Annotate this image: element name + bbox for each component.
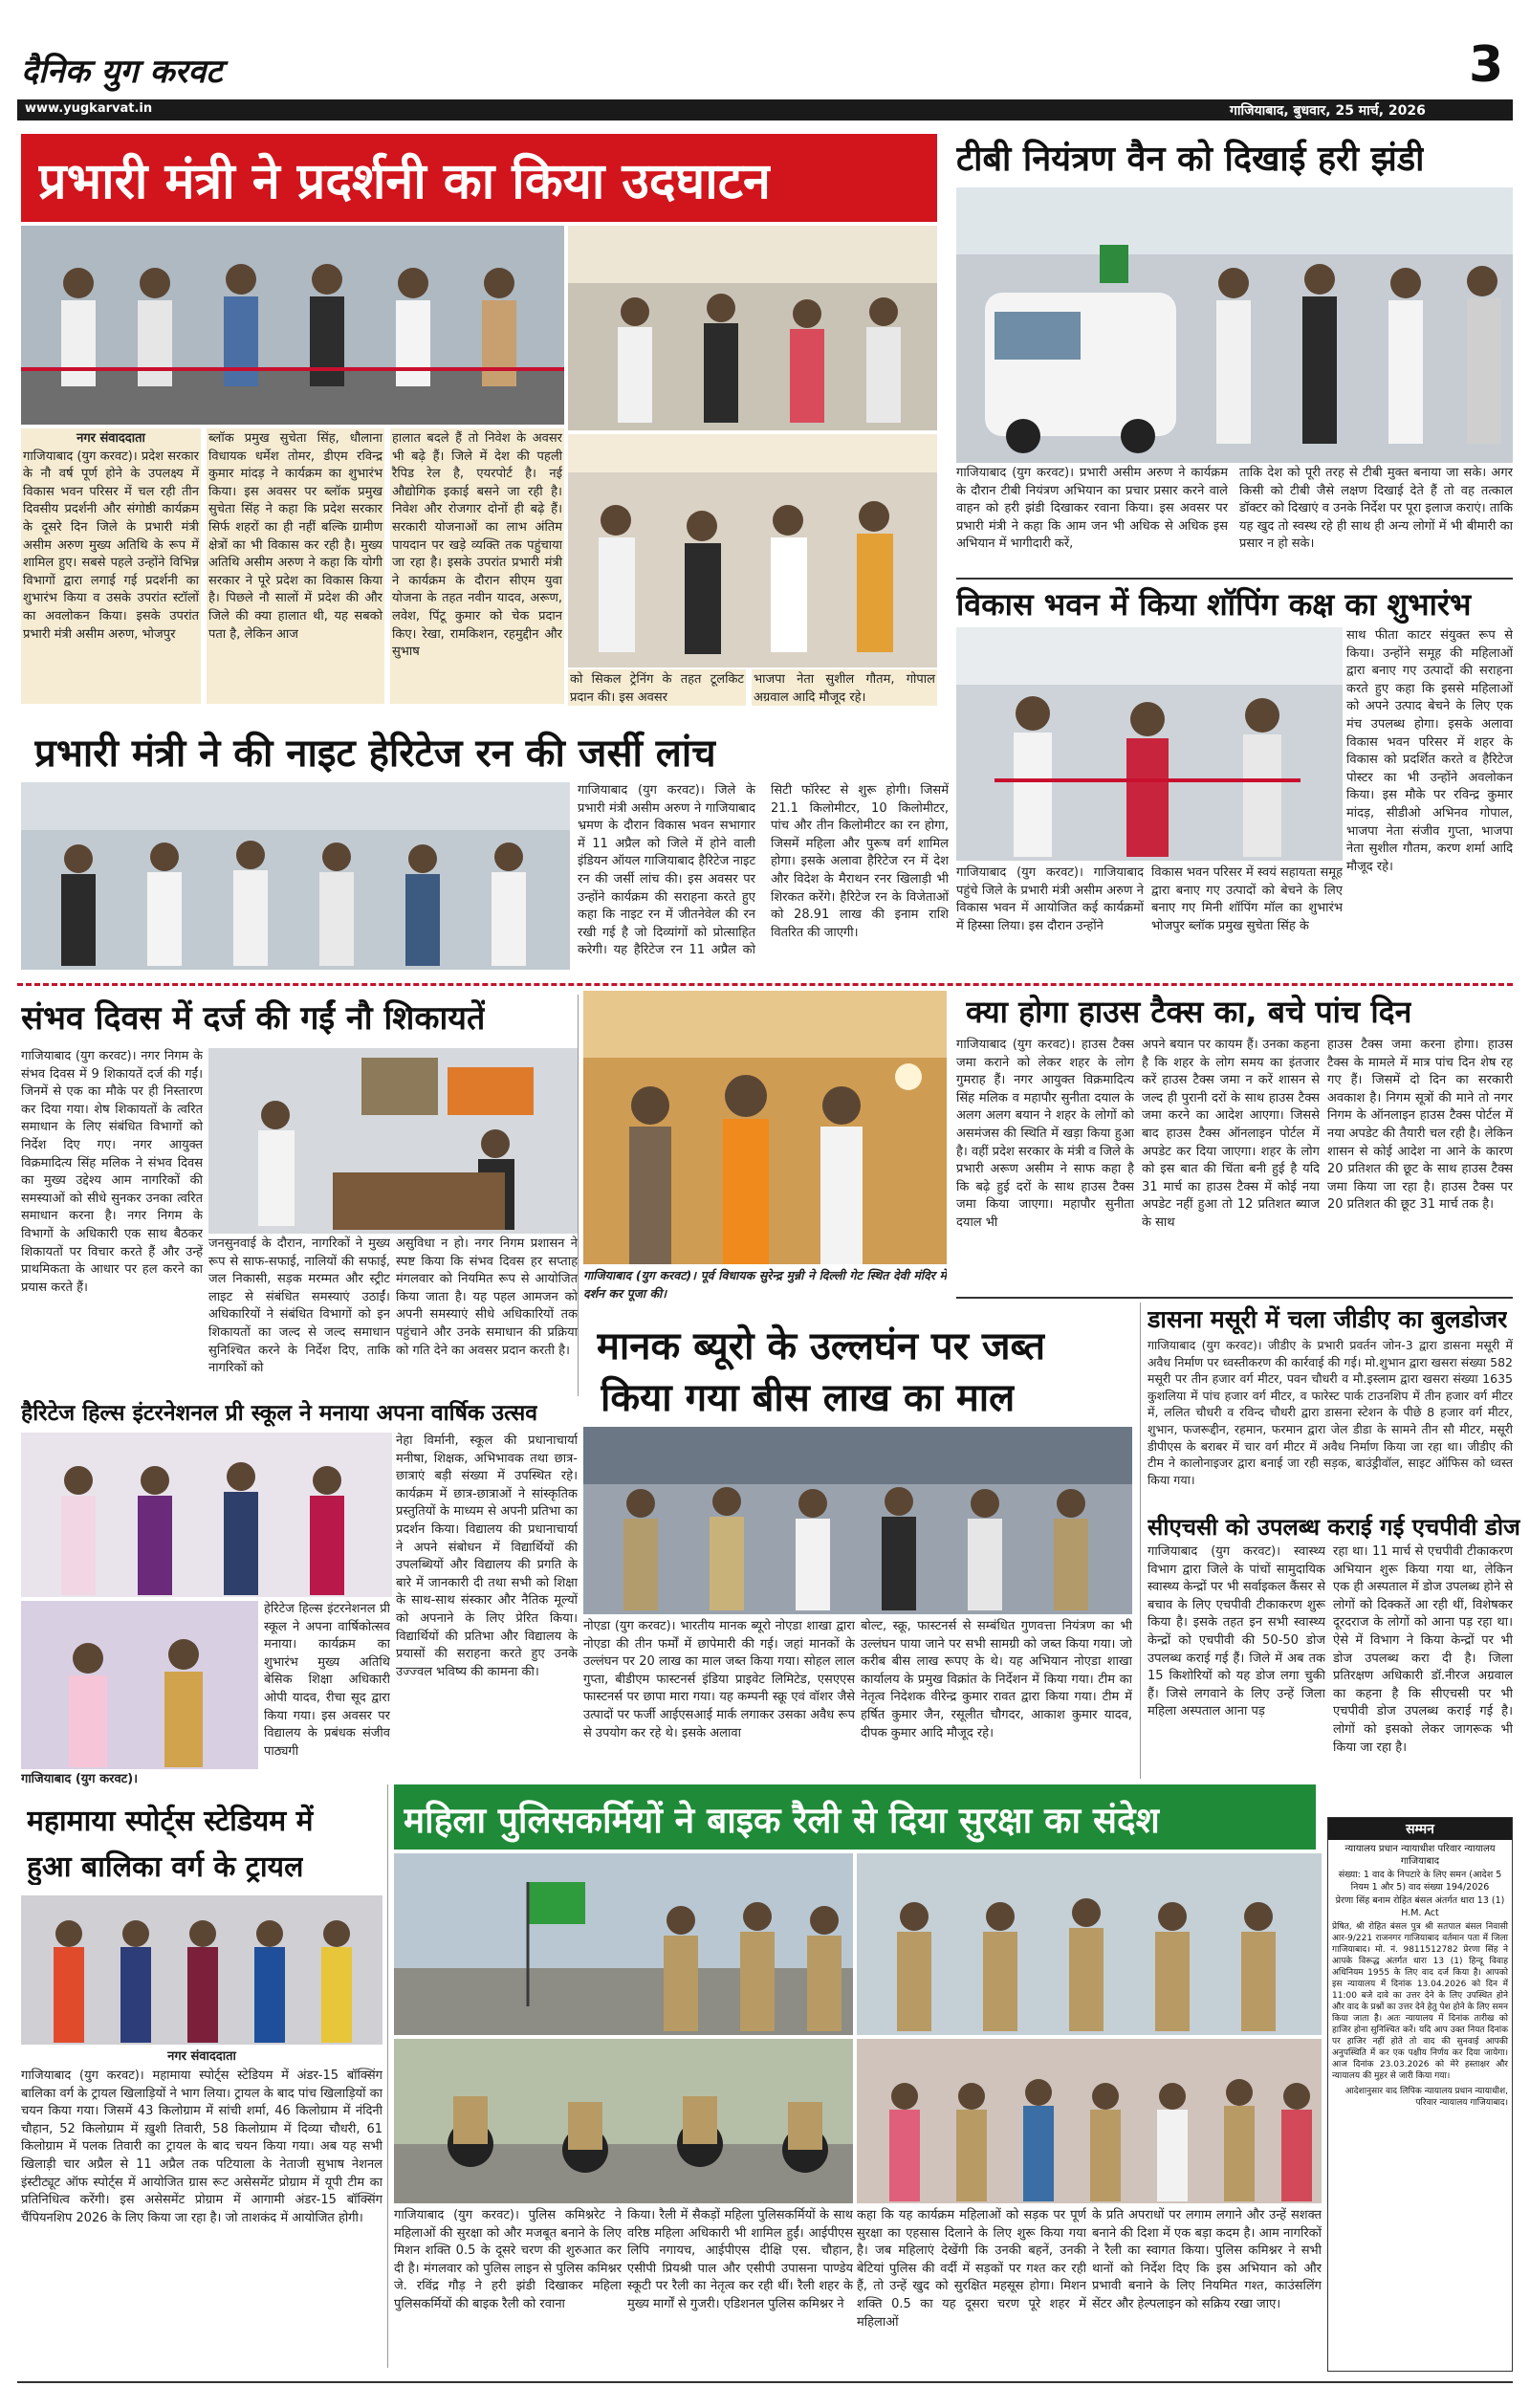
summons-case: संख्या: 1 वाद के निपटारे के लिए समन (आदेश 5 नियम 1 और 5) वाद संख्या 194/2026 (1338, 1870, 1502, 1893)
heritage-school-col: नेहा विर्मानी, स्कूल की प्रधानाचार्या मनीषा, शिक्षक, अभिभावक तथा छात्र-छात्राएं बड़ी संख्या में उपस्थित रहे। कार्यक्रम में छात्र-छात्राओं ने सांस्कृतिक प्रस्तुतियों के माध्यम से अपनी प्रतिभा का प्रदर्शन किया। विद्यालय की प्रधानाचार्या ने अपने संबोधन में विद्यार्थियों की उपलब्धियों और विद्यालय की प्रगति के बारे में जानकारी दी तथा सभी को शिक्षा के साथ-साथ संस्कार और नैतिक मूल्यों को अपनाने के लिए प्रेरित किया। विद्यार्थियों की प्रतिभा और विद्यालय के प्रयासों की सराहना करते हुए उनके उज्ज्वल भविष्य की कामना की। (396, 1434, 578, 1679)
bike-rally-col-3: कहा कि यह कार्यक्रम महिलाओं को सड़क पर पूर्ण सुरक्षा का एहसास दिलाने के लिए शुरू किया गया है। जब महिलाएं देखेंगी कि उनकी बहनें, उनकी बेटियां पुलिस की वर्दी में सड़कों पर गश्त कर रही हैं, तो उन्हें खुद को सुरक्षित महसूस होगा। मिशन शक्ति 0.5 का यह दूसरा चरण पूरे शहर में महिलाओं (857, 2208, 1086, 2330)
heritage-school-headline: हैरिटेज हिल्स इंटरनेशनल प्री स्कूल ने मनाया अपना वार्षिक उत्सव (21, 1401, 538, 1426)
bike-rally-col-1: गाजियाबाद (युग करवट)। पुलिस कमिश्नरेट ने महिलाओं की सुरक्षा को और मजबूत बनाने के लिए मिशन शक्ति 0.5 के दूसरे चरण की शुरुआत कर दी है। मंगलवार को पुलिस लाइन से पुलिस कमिश्नर जे. रविंद्र गौड़ ने हरी झंडी दिखाकर महिला पुलिसकर्मियों की बाइक रैली को रवाना (394, 2208, 622, 2311)
manak-col-2: बोल्ट, स्क्रू, फास्टनर्स से सम्बंधित गुणवत्ता नियंत्रण का भी उल्लंघन पाया जाने पर सभी सामग्री को जब्त किया गया। जो करीब बीस लाख रूपए के थे। यह अभियान नोएडा शाखा कार्यालय के प्रमुख विक्रांत के निर्देशन में किया गया। टीम का नेतृत्व निदेशक वीरेन्द्र कुमार रावत द्वारा किया गया। टीम में हर्षित कुमार जैन, रसूलीत चौगदर, आकाश कुमार यादव, दीपक कुमार आदि मौजूद रहे। (861, 1619, 1132, 1740)
masthead (0, 0, 1530, 122)
bike-rally-col-4: के प्रति अपराधों पर लगाम लगाने और उन्हें सशक्त बनाने की दिशा में एक बड़ा कदम है। आम नागरिकों ने रैली का स्वागत किया। पुलिस कमिश्नर ने सभी थानों को निर्देश दिए कि इस अभियान को और प्रभावी बनाने के लिए नियमित गश्त, काउंसलिंग सेंटर और हेल्पलाइन को सक्रिय रखा जाए। (1092, 2208, 1322, 2311)
sambhav-col-3: असुविधा न हो। नगर निगम प्रशासन ने स्पष्ट किया कि संभव दिवस हर सप्ताह मंगलवार को नियमित रूप से आयोजित किया जाता है। यह पहल आमजन को अपनी समस्याएं सीधे अधिकारियों तक पहुंचाने और उनके समाधान की प्रक्रिया को गति देने का अवसर प्रदान करती है। (396, 1237, 578, 1358)
bike-rally-photo-3 (394, 2039, 853, 2203)
page-number: 3 (1469, 36, 1504, 94)
exhibition-col-1 (21, 428, 201, 704)
mahamaya-headline-1: महामाया स्पोर्ट्स स्टेडियम में (27, 1805, 314, 1838)
manak-photo (583, 1427, 1132, 1614)
summons-header: न्यायालय प्रधान न्यायाधीश परिवार न्यायालय गाजियाबाद (1344, 1844, 1496, 1867)
bike-rally-photo-2 (857, 1853, 1322, 2035)
shopping-col-2: विकास भवन परिसर में स्वयं सहायता समूह द्वारा बनाए गए उत्पादों को बेचने के लिए बनाए गए मिनी शॉपिंग मॉल का शुभारंभ भोजपुर ब्लॉक प्रमुख सुचेता सिंह के (1151, 865, 1343, 933)
heritage-school-photo-2 (21, 1601, 258, 1769)
section-divider (17, 983, 1513, 986)
sambhav-photo (208, 1048, 578, 1234)
heritage-school-photo-1 (21, 1433, 392, 1597)
exhibition-photo-2 (568, 226, 937, 430)
shopping-col-1: गाजियाबाद (युग करवट)। गाजियाबाद पहुंचे जिले के प्रभारी मंत्री असीम अरुण ने विकास भवन में आयोजित कई कार्यक्रमों में हिस्सा लिया। इस दौरान उन्होंने (956, 865, 1144, 933)
mahamaya-headline-2: हुआ बालिका वर्ग के ट्रायल (27, 1850, 304, 1884)
bottom-rule (17, 2381, 1513, 2383)
website[interactable]: www.yugkarvat.in (25, 101, 153, 116)
exhibition-byline: नगर संवाददाता (76, 431, 145, 446)
column-rule (1140, 1303, 1141, 1779)
bike-rally-col-2: किया। रैली में सैकड़ों महिला पुलिसकर्मियों के साथ वरिष्ठ महिला अधिकारी भी शामिल हुईं। आईपीएस लिपि नगायच, आईपीएस दीक्षि एस. चौहान, एसीपी प्रियश्री पाल और एसीपी उपासना पाण्डेय स्कूटी पर रैली का नेतृत्व कर रही थीं। रैली शहर के मुख्य मार्गों से गुजरी। एडिशनल पुलिस कमिश्नर ने (627, 2208, 853, 2311)
summons-box (1327, 1817, 1513, 2372)
exhibition-col-5: भाजपा नेता सुशील गौतम, गोपाल अग्रवाल आदि मौजूद रहे। (752, 669, 937, 706)
exhibition-headline: प्रभारी मंत्री ने प्रदर्शनी का किया उदघाटन (38, 153, 771, 210)
chc-col-2: रहा था। 11 मार्च से एचपीवी टीकाकरण अभियान शुरू किया गया था, लेकिन एक ही अस्पताल में डोज उपलब्ध होने से लोगों को दिक्कतें आ रही थीं, विशेषकर दूरदराज के लोगों को आना पड़ रहा था। ऐसे में विभाग ने किया केन्द्रों पर भी डोज उपलब्ध करा दी है। जिला प्रतिरक्षण अधिकारी डॉ.नीरज अग्रवाल का कहना है कि सीएचसी पर भी एचपीवी डोज उपलब्ध कराई गई है। लोगों को इसको लेकर जागरूक भी किया जा रहा है। (1333, 1544, 1513, 1755)
heritage-school-side: हेरिटेज हिल्स इंटरनेशनल प्री स्कूल ने अपना वार्षिकोत्सव मनाया। कार्यक्रम का शुभारंभ मुख्य अतिथि बेसिक शिक्षा अधिकारी ओपी यादव, रीचा सूद द्वारा किया गया। इस अवसर पर विद्यालय के प्रबंधक संजीव पाठ्यगी (264, 1602, 390, 1759)
summons-body: प्रेषित, श्री रोहित बंसल पुत्र श्री सतपाल बंसल निवासी आर-9/221 राजनगर गाजियाबाद वर्तमान पता में जिला गाजियाबाद। मो. नं. 9811512782 प्रेरणा सिंह ने आपके विरूद्ध अंतर्गत धारा 13 (1) हिन्दू विवाह अधिनियम 1955 के लिए वाद दर्ज किया है। आपको इस न्यायालय में दिनांक 13.04.2026 को दिन में 11:00 बजे दावे का उत्तर देने के लिए उपस्थित होने और वाद के प्रश्नों का उत्तर देने हेतु पेश होने के लिए समन किया जाता है। अतः न्यायालय में दिनांक तारीख को हाजिर होना सुनिश्चित करें। यदि आप उक्त नियत दिनांक पर हाजिर नहीं होते तो वाद की सुनवाई आपकी अनुपस्थिति में कर एक पक्षीय निर्णय कर दिया जायेगा। आज दिनांक 23.03.2026 को मेरे हस्ताक्षर और न्यायालय की मुहर से जारी किया गया। (1332, 1922, 1508, 2081)
exhibition-col-4: को सिकल ट्रेनिंग के तहत टूलकिट प्रदान की। इस अवसर (568, 669, 746, 706)
tb-van-rule (956, 578, 1513, 580)
summons-sign: आदेशानुसार वाद लिपिक न्यायालय प्रधान न्यायाधीश, परिवार न्यायालय गाजियाबाद। (1344, 2087, 1508, 2108)
column-rule (387, 1784, 388, 2368)
tb-van-col-2: ताकि देश को पूरी तरह से टीबी मुक्त बनाया जा सके। अगर किसी को टीबी जैसे लक्षण दिखाई देते हैं तो वह तत्काल डॉक्टर को दिखाएं व उनके निर्देश पर पूरा इलाज कराएं। ताकि यह खुद तो स्वस्थ रहे ही साथ ही अन्य लोगों में भी बीमारी का प्रसार न हो सके। (1239, 466, 1513, 552)
mahamaya-byline: नगर संवाददाता (167, 2049, 236, 2064)
dateline: गाजियाबाद, बुधवार, 25 मार्च, 2026 (1230, 103, 1426, 119)
exhibition-text-1: गाजियाबाद (युग करवट)। प्रदेश सरकार के नौ वर्ष पूर्ण होने के उपलक्ष्य में विकास भवन परिसर में चल रही तीन दिवसीय प्रदर्शनी और संगोष्ठी कार्यक्रम के दूसरे दिन जिले के प्रभारी मंत्री असीम अरुण मुख्य अतिथि के रूप में शामिल हुए। सबसे पहले उन्होंने विभिन्न विभागों द्वारा लगाई गई प्रदर्शनी का शुभारंभ किया व उसके उपरांत स्टॉलों का अवलोकन किया। इसके उपरांत प्रभारी मंत्री असीम अरुण, भोजपुर (23, 449, 199, 642)
tb-van-headline: टीबी नियंत्रण वैन को दिखाई हरी झंडी (956, 140, 1425, 179)
gda-body: गाजियाबाद (युग करवट)। जीडीए के प्रभारी प्रवर्तन जोन-3 द्वारा डासना मसूरी में अवैध निर्माण पर ध्वस्तीकरण की कार्रवाई की गई। मो.शुभान द्वारा खसरा संख्या 582 मसूरी पर तीन हजार वर्ग मीटर, पवन चौधरी व मौ.इस्लाम द्वारा खसरा संख्या 1635 कुशलिया में पांच हजार वर्ग मीटर, व फारेस्ट पार्क टाउनशिप में तीन हजार वर्ग मीटर में, ललित चौधरी व रविन्द चौधरी द्वारा डासना स्टेशन के पीछे 8 हजार वर्ग मीटर, शुभान, फजरूद्दीन, रहमान, फरमान द्वारा जेल डीडा के सामने तीन सौ मीटर, मसूरी डीपीएस के बराबर में चार वर्ग मीटर में अवैध निर्माण किया जा रहा था। जीडीए की टीम ने कालोनाइजर द्वारा बनाई जा रही सड़क, बाउंड्रीवॉल, साइट ऑफिस को ध्वस्त किया गया। (1148, 1338, 1513, 1487)
summons-title: सम्मन (1328, 1818, 1512, 1840)
shopping-headline: विकास भवन में किया शॉपिंग कक्ष का शुभारंभ (956, 586, 1472, 623)
mahamaya-body: गाजियाबाद (युग करवट)। महामाया स्पोर्ट्स स्टेडियम में अंडर-15 बॉक्सिंग बालिका वर्ग के ट्रायल खिलाड़ियों ने भाग लिया। ट्रायल के बाद पांच खिलाड़ियों का चयन किया गया। जिसमें 43 किलोग्राम में सांची शर्मा, 46 किलोग्राम में नंदिनी चौहान, 52 किलोग्राम में ख़ुशी तिवारी, 58 किलोग्राम में दिव्या चौधरी, 61 किलोग्राम में पलक तिवारी का ट्रायल के बाद चयन किया गया। अब यह सभी खिलाड़ी चार अप्रैल से 11 अप्रैल तक पटियाला के नेताजी सुभाष नेशनल इंस्टीट्यूट ऑफ स्पोर्ट्स में आयोजित ग्रास रूट असेसमेंट प्रोग्राम में यूपी टीम का प्रतिनिधित्व करेंगी। इस असेसमेंट प्रोग्राम में आगामी अंडर-15 बॉक्सिंग चैंपियनशिप 2026 के लिए किया जा रहा है। जो ताशकंद में आयोजित होगी। (21, 2069, 382, 2225)
exhibition-photo-1 (21, 226, 564, 425)
temple-caption: गाजियाबाद (युग करवट)। पूर्व विधायक सुरेन्द्र मुन्नी ने दिल्ली गेट स्थित देवी मंदिर में दर्शन कर पूजा की। (583, 1268, 947, 1301)
house-tax-col-3: हाउस टैक्स जमा करना होगा। हाउस टैक्स के मामले में मात्र पांच दिन शेष रह गए हैं। जिसमें दो दिन का सरकारी अवकाश है। निगम सूत्रों की माने तो नगर निगम के ऑनलाइन हाउस टैक्स पोर्टल में नया अपडेट की तैयारी चल रही है। लेकिन शासन से कोई आदेश ना आने के कारण 20 प्रतिशत की छूट के साथ हाउस टैक्स जमा किया जा रहा है। हाउस टैक्स पर 20 प्रतिशत की छूट 31 मार्च तक है। (1327, 1038, 1513, 1213)
sambhav-headline: संभव दिवस में दर्ज की गईं नौ शिकायतें (21, 999, 486, 1038)
temple-photo (583, 991, 947, 1264)
manak-headline-1: मानक ब्यूरो के उल्लघंन पर जब्त (597, 1324, 1046, 1368)
mahamaya-photo (21, 1895, 382, 2045)
summons-parties: प्रेरणा सिंह बनाम रोहित बंसल अंतर्गत धारा 13 (1) H.M. Act (1335, 1895, 1505, 1918)
manak-headline-2: किया गया बीस लाख का माल (601, 1376, 1016, 1420)
tb-van-photo (956, 187, 1513, 463)
exhibition-col-2: ब्लॉक प्रमुख सुचेता सिंह, धौलाना विधायक धर्मेश तोमर, डीएम रविन्द्र कुमार मांदड़ ने कार्यक्रम का शुभारंभ किया। इस अवसर पर ब्लॉक प्रमुख सुचेता सिंह ने कहा कि प्रदेश सरकार सिर्फ शहरों का ही नहीं बल्कि ग्रामीण क्षेत्रों का भी विकास कर रही है। मुख्य अतिथि असीम अरुण ने कहा कि योगी सरकार ने पूरे प्रदेश का विकास किया है। पिछले नौ सालों में प्रदेश की और जिले की क्या हालात थी, यह सबको पता है, लेकिन आज (207, 428, 384, 704)
chc-headline: सीएचसी को उपलब्ध कराई गई एचपीवी डोज (1148, 1514, 1520, 1541)
exhibition-col-3: हालात बदले हैं तो निवेश के अवसर भी बढ़े हैं। जिले में देश की पहली रैपिड रेल है, एयरपोर्ट है। नई औद्योगिक इकाई बसने जा रही है। निवेश और रोजगार दोनों ही बढ़े हैं। सरकारी योजनाओं का लाभ अंतिम पायदान पर खड़े व्यक्ति तक पहुंचाया जा रहा है। इसके उपरांत प्रभारी मंत्री ने कार्यक्रम के दौरान सीएम युवा योजना के तहत नवीन यादव, अरूण, लवेश, पिंटू कुमार को चेक प्रदान किए। रेखा, रामकिशन, रहमुद्दीन और सुभाष (390, 428, 564, 704)
jersey-body: गाजियाबाद (युग करवट)। जिले के प्रभारी मंत्री असीम अरुण ने गाजियाबाद भ्रमण के दौरान विकास भवन सभागार में 11 अप्रैल को जिले में होने वाली इंडियन ऑयल गाजियाबाद हैरिटेज नाइट रन की जर्सी लांच की। इस अवसर पर उन्होंने कार्यक्रम की सराहना करते हुए कहा कि नाइट रन में जीतनेवेल की रन रखी गई है जो दिव्यांगों को प्रोत्साहित करेगी। यह हैरिटेज रन 11 अप्रैल को सिटी फॉरेस्ट से शुरू होगी। जिसमें 21.1 किलोमीटर, 10 किलोमीटर, पांच और तीन किलोमीटर का रन होगा, जिसमें महिला और पुरूष वर्ग शामिल होगा। इसके अलावा हैरिटेज रन में देश और विदेश के मैराथन रनर खिलाड़ी भी शिरकत करेंगे। हैरिटेज रन के विजेताओं को 28.91 लाख की इनाम राशि वितरित की जाएगी। (578, 783, 949, 958)
bike-rally-photo-4 (857, 2039, 1322, 2203)
heritage-school-byline: गाजियाबाद (युग करवट)। (21, 1772, 139, 1786)
tb-van-col-1: गाजियाबाद (युग करवट)। प्रभारी असीम अरुण ने कार्यक्रम के दौरान टीबी नियंत्रण अभियान का प्रचार प्रसार करने वाले वाहन को हरी झंडी दिखाकर रवाना किया। इस अवसर पर प्रभारी मंत्री ने कहा कि आम जन भी अधिक से अधिक इस अभियान में भागीदारी करें, (956, 466, 1228, 552)
house-tax-col-1: गाजियाबाद (युग करवट)। हाउस टैक्स जमा कराने को लेकर शहर के लोग गुमराह हैं। नगर आयुक्त विक्रमादित्य सिंह मलिक व महापौर सुनीता दयाल के अलग अलग बयान ने शहर के लोगों को असमंजस की स्थिति में खड़ा किया हुआ है। वहीं प्रदेश सरकार के मंत्री व जिले के प्रभारी अरूण असीम ने साफ कहा है कि बढ़े हुई दरों के साथ हाउस टैक्स जमा किया जाएगा। महापौर सुनीता दयाल भी (956, 1038, 1134, 1230)
bike-rally-headline: महिला पुलिसकर्मियों ने बाइक रैली से दिया सुरक्षा का संदेश (404, 1800, 1160, 1841)
chc-col-1: गाजियाबाद (युग करवट)। स्वास्थ्य विभाग द्वारा जिले के पांचों सामुदायिक स्वास्थ्य केन्द्रों पर भी सर्वाइकल कैंसर से बचाव के लिए एचपीवी टीकाकरण शुरू किया है। इसके तहत इन सभी स्वास्थ्य केन्द्रों को एचपीवी की 50-50 डोज उपलब्ध कराई गई हैं। जिले में अब तक 15 किशोरियों को यह डोज लगा चुकी हैं। जिसे लगवाने के लिए उन्हें जिला महिला अस्पताल आना पड़ (1148, 1544, 1325, 1719)
jersey-photo (21, 782, 570, 970)
sambhav-col-1: गाजियाबाद (युग करवट)। नगर निगम के संभव दिवस में 9 शिकायतें दर्ज की गईं। जिनमें से एक का मौके पर ही निस्तारण कर दिया गया। शेष शिकायतों के त्वरित समाधान के लिए संबंधित विभागों को निर्देश दिए गए। नगर आयुक्त विक्रमादित्य सिंह मलिक ने संभव दिवस का मुख्य उद्देश्य आम नागरिकों की समस्याओं को सीधे सुनकर उनका त्वरित समाधान करना है। नगर निगम के विभागों के अधिकारी एक साथ बैठकर शिकायतों पर विचार करते हैं और उन्हें प्राथमिकता के आधार पर हल करने का प्रयास करते हैं। (21, 1049, 203, 1295)
bike-rally-photo-1 (394, 1853, 853, 2035)
sambhav-col-2: जनसुनवाई के दौरान, नागरिकों ने मुख्य रूप से साफ-सफाई, नालियों की सफाई, जल निकासी, सड़क मरम्मत और स्ट्रीट लाइट से संबंधित समस्याएं उठाईं। अधिकारियों ने संबंधित विभागों को इन शिकायतों का जल्द से जल्द समाधान सुनिश्चित करने के निर्देश दिए, ताकि नागरिकों को (208, 1237, 390, 1376)
manak-col-1: नोएडा (युग करवट)। भारतीय मानक ब्यूरो नोएडा शाखा द्वारा नोएडा की तीन फर्मों में छापेमारी की गई। जहां मानकों के उल्लंघन पर 20 लाख का माल जब्त किया गया। सोहल लाल गुप्ता, बीडीएम फास्टनर्स इंडिया प्राइवेट लिमिटेड, एसएएस फास्टनर्स पर छापा मारा गया। यह कम्पनी स्क्रू एवं वॉशर जैसे उत्पादों पर फर्जी आईएसआई मार्क लगाकर उसका अवैध रूप से उपयोग कर रहे थे। इसके अलावा (583, 1619, 855, 1740)
gda-headline: डासना मसूरी में चला जीडीए का बुलडोजर (1148, 1305, 1508, 1333)
jersey-headline: प्रभारी मंत्री ने की नाइट हेरिटेज रन की जर्सी लांच (34, 732, 716, 776)
column-rule (578, 995, 579, 1396)
house-tax-col-2: अपने बयान पर कायम हैं। उनका कहना है कि शहर के लोग समय का इंतजार करें हाउस टैक्स जमा न करें शासन से जल्द ही पुरानी दरों के साथ हाउस टैक्स जमा करने का आदेश आएगा। जिससे बाद हाउस टैक्स ऑनलाइन पोर्टल में अपडेट कर दिया जाएगा। शहर के लोग को इस बात की चिंता बनी हुई है यदि 31 मार्च का हाउस टैक्स में कोई नया अपडेट नहीं हुआ तो 12 प्रतिशत ब्याज के साथ (1142, 1038, 1320, 1230)
shopping-side: साथ फीता काटर संयुक्त रूप से किया। उन्होंने समूह की महिलाओं द्वारा बनाए गए उत्पादों की सराहना करते हुए कहा कि इससे महिलाओं को अपने उत्पाद बेचने के लिए एक मंच उपलब्ध होगा। इसके अलावा विकास भवन परिसर में शहर के विकास को प्रदर्शित करते व हैरिटेज पोस्टर का भी उन्होंने अवलोकन किया। इस मौके पर रविन्द्र कुमार मांदड़, सीडीओ अभिनव गोपाल, भाजपा नेता संजीव गुप्ता, भाजपा नेता सुशील गौतम, करण शर्मा आदि मौजूद रहे। (1346, 628, 1513, 874)
shopping-photo (956, 627, 1343, 861)
exhibition-photo-3 (568, 434, 937, 668)
house-tax-rule (956, 1297, 1513, 1299)
paper-name: दैनिक युग करवट (21, 53, 223, 91)
house-tax-headline: क्या होगा हाउस टैक्स का, बचे पांच दिन (966, 994, 1412, 1030)
